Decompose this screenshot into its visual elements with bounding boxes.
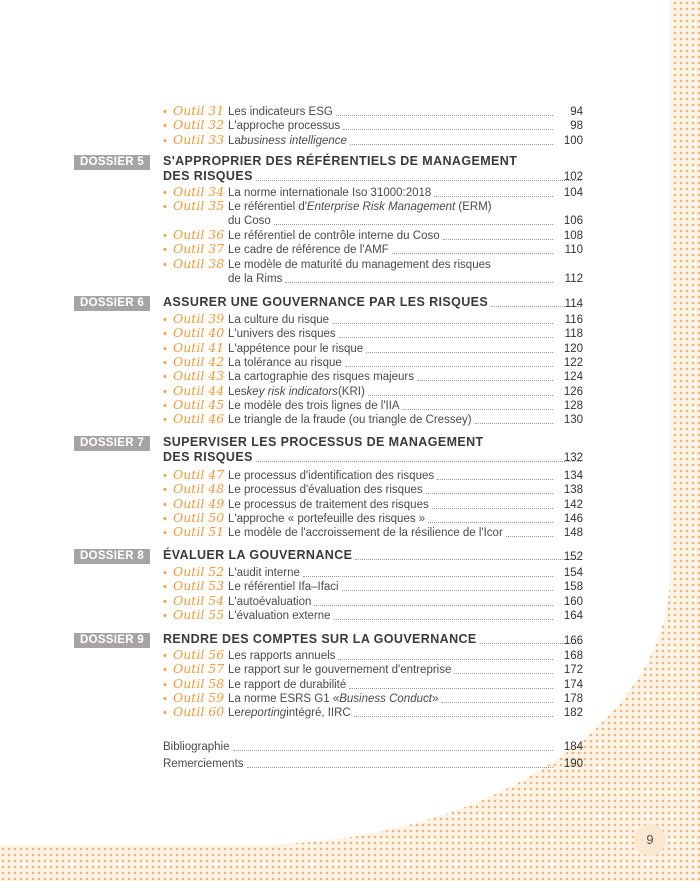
page-ref: 164 bbox=[563, 609, 583, 622]
dossier-title[interactable] bbox=[163, 632, 583, 647]
bullet-icon: • bbox=[163, 356, 167, 369]
page-ref: 166 bbox=[563, 635, 583, 647]
tool-number: Outil 42 bbox=[173, 353, 225, 369]
tool-title bbox=[228, 595, 555, 609]
bullet-icon: • bbox=[163, 201, 167, 214]
tool-title bbox=[228, 469, 555, 483]
tool-number: Outil 36 bbox=[173, 226, 225, 242]
page-ref: 94 bbox=[570, 106, 583, 118]
title-text: RENDRE DES COMPTES SUR LA GOUVERNANCE bbox=[163, 632, 477, 646]
tool-number: Outil 31 bbox=[173, 103, 225, 118]
title-line-1 bbox=[163, 435, 583, 450]
toc-tool-entry[interactable] bbox=[163, 495, 583, 512]
tool-number: Outil 32 bbox=[173, 117, 225, 133]
title-text: La bbox=[228, 134, 241, 147]
page-ref: 148 bbox=[563, 527, 583, 540]
toc-tool-entry[interactable] bbox=[163, 592, 583, 609]
page-ref: 190 bbox=[563, 758, 583, 770]
tool-number: Outil 43 bbox=[173, 368, 225, 384]
title-text: Bibliographie bbox=[163, 741, 230, 753]
title-text: L'approche « portefeuille des risques » bbox=[228, 512, 426, 525]
title-text: Les indicateurs ESG bbox=[228, 106, 333, 118]
dossier-badge: DOSSIER 5 bbox=[74, 155, 150, 170]
toc-tool-entry[interactable] bbox=[163, 186, 583, 200]
entry-title bbox=[163, 740, 555, 754]
page-ref: 182 bbox=[563, 707, 583, 720]
title-text: Le triangle de la fraude (ou triangle de Cressey) bbox=[228, 414, 472, 427]
leader-dots bbox=[454, 663, 553, 674]
title-text: ÉVALUER LA GOUVERNANCE bbox=[163, 548, 353, 562]
tool-number: Outil 53 bbox=[173, 578, 225, 594]
title-text: L'univers des risques bbox=[228, 328, 336, 341]
toc-tool-entry[interactable] bbox=[163, 131, 583, 148]
tool-number: Outil 55 bbox=[173, 606, 225, 622]
dossier-title[interactable] bbox=[163, 154, 583, 184]
title-text: La norme internationale Iso 31000:2018 bbox=[228, 187, 432, 199]
leader-dots bbox=[437, 469, 553, 480]
leader-dots bbox=[417, 370, 553, 381]
tool-number: Outil 57 bbox=[173, 661, 225, 677]
tool-title bbox=[228, 580, 555, 594]
page-ref: 128 bbox=[563, 399, 583, 412]
page-ref: 160 bbox=[563, 595, 583, 608]
title-text: L'audit interne bbox=[228, 567, 300, 579]
bullet-icon: • bbox=[163, 385, 167, 398]
title-line-2 bbox=[228, 214, 555, 228]
toc-tool-entry[interactable] bbox=[163, 606, 583, 623]
tool-number: Outil 51 bbox=[173, 524, 225, 540]
page-ref: 172 bbox=[563, 664, 583, 677]
page-ref: 146 bbox=[563, 512, 583, 525]
page-ref: 106 bbox=[563, 215, 583, 228]
title-line-1 bbox=[228, 258, 555, 272]
page-ref: 134 bbox=[563, 470, 583, 482]
leader-dots bbox=[233, 740, 554, 751]
toc-tool-entry[interactable] bbox=[163, 469, 583, 483]
toc-tool-entry[interactable] bbox=[163, 706, 583, 720]
title-text: Les bbox=[228, 385, 247, 398]
title-text: DES RISQUES bbox=[163, 169, 253, 183]
tool-number: Outil 34 bbox=[173, 184, 225, 199]
dossier-badge: DOSSIER 9 bbox=[74, 633, 150, 648]
leader-dots bbox=[332, 313, 553, 324]
toc-tool-entry[interactable] bbox=[163, 353, 583, 370]
tool-title bbox=[228, 385, 555, 399]
tool-title bbox=[228, 609, 555, 623]
title-text: Le processus d'évaluation des risques bbox=[228, 484, 423, 497]
tool-number: Outil 40 bbox=[173, 325, 225, 341]
toc-tool-entry[interactable] bbox=[163, 327, 583, 341]
page-number: 9 bbox=[634, 824, 666, 856]
toc-tool-entry[interactable] bbox=[163, 382, 583, 399]
bullet-icon: • bbox=[163, 120, 167, 133]
leader-dots bbox=[354, 706, 553, 717]
leader-dots bbox=[368, 385, 553, 396]
bullet-icon: • bbox=[163, 581, 167, 594]
leader-dots bbox=[314, 595, 553, 606]
tool-number: Outil 39 bbox=[173, 311, 225, 326]
leader-dots bbox=[334, 609, 553, 620]
leader-dots bbox=[350, 134, 553, 145]
tool-title bbox=[228, 186, 555, 200]
tool-number: Outil 56 bbox=[173, 647, 225, 662]
bullet-icon: • bbox=[163, 595, 167, 608]
tool-number: Outil 47 bbox=[173, 467, 225, 482]
tool-title bbox=[228, 105, 555, 119]
title-text: Le processus d'identification des risques bbox=[228, 470, 435, 482]
bullet-icon: • bbox=[163, 342, 167, 355]
page-ref: 104 bbox=[563, 187, 583, 199]
title-text: L'approche processus bbox=[228, 120, 341, 133]
title-text: (ERM) bbox=[455, 201, 492, 214]
bullet-icon: • bbox=[163, 414, 167, 427]
bullet-icon: • bbox=[163, 498, 167, 511]
title-line-1 bbox=[163, 295, 583, 310]
title-text: Le modèle de l'accroissement de la résilience de l'Icor bbox=[228, 527, 503, 540]
page-ref: 184 bbox=[563, 741, 583, 753]
toc-tool-entry[interactable] bbox=[163, 566, 583, 580]
title-line-1 bbox=[163, 548, 583, 563]
leader-dots bbox=[285, 272, 553, 283]
tool-number: Outil 37 bbox=[173, 241, 225, 257]
title-text: Le modèle des trois lignes de l'IIA bbox=[228, 399, 400, 412]
toc-tool-entry[interactable] bbox=[163, 663, 583, 677]
tool-title bbox=[228, 526, 555, 540]
bullet-icon: • bbox=[163, 314, 167, 326]
leader-dots bbox=[342, 580, 553, 591]
tool-number: Outil 58 bbox=[173, 675, 225, 691]
page-ref: 124 bbox=[563, 371, 583, 384]
leader-dots bbox=[345, 356, 553, 367]
dossier-badge: DOSSIER 7 bbox=[74, 436, 150, 451]
toc-tool-entry[interactable] bbox=[163, 200, 583, 228]
title-text: Le processus de traitement des risques bbox=[228, 498, 429, 511]
bullet-icon: • bbox=[163, 399, 167, 412]
leader-dots bbox=[247, 757, 553, 768]
leader-dots bbox=[428, 512, 553, 523]
tool-number: Outil 49 bbox=[173, 495, 225, 511]
leader-dots bbox=[475, 413, 553, 424]
dossier-title[interactable] bbox=[163, 435, 583, 465]
tool-title bbox=[228, 413, 555, 427]
bullet-icon: • bbox=[163, 527, 167, 540]
title-italic: Business Conduct bbox=[339, 692, 432, 705]
title-text: La norme ESRS G1 « bbox=[228, 692, 340, 705]
toc-tool-entry[interactable] bbox=[163, 396, 583, 413]
tool-title bbox=[228, 692, 555, 706]
tool-title bbox=[228, 370, 555, 384]
page-ref: 126 bbox=[563, 385, 583, 398]
tool-number: Outil 59 bbox=[173, 689, 225, 705]
tool-title bbox=[228, 663, 555, 677]
tool-number: Outil 46 bbox=[173, 411, 225, 427]
toc-tool-entry[interactable] bbox=[163, 675, 583, 692]
page-ref: 154 bbox=[563, 567, 583, 579]
title-text: ASSURER UNE GOUVERNANCE PAR LES RISQUES bbox=[163, 295, 489, 309]
bullet-icon: • bbox=[163, 258, 167, 271]
dossier-badge: DOSSIER 6 bbox=[74, 296, 150, 311]
toc-tool-entry[interactable] bbox=[163, 105, 583, 119]
toc-tool-entry[interactable] bbox=[163, 526, 583, 540]
bullet-icon: • bbox=[163, 678, 167, 691]
title-text: Remerciements bbox=[163, 758, 244, 770]
tool-title bbox=[228, 342, 555, 356]
title-line-1 bbox=[163, 154, 583, 169]
bullet-icon: • bbox=[163, 470, 167, 482]
tool-title bbox=[228, 706, 555, 720]
title-text: (KRI) bbox=[337, 385, 365, 398]
title-text: du Coso bbox=[228, 215, 271, 228]
tool-number: Outil 45 bbox=[173, 396, 225, 412]
toc-tool-entry[interactable] bbox=[163, 226, 583, 243]
title-text: » bbox=[431, 692, 439, 705]
bullet-icon: • bbox=[163, 106, 167, 118]
leader-dots bbox=[256, 450, 581, 462]
title-line-2 bbox=[228, 272, 555, 286]
bullet-icon: • bbox=[163, 650, 167, 662]
entry-title bbox=[163, 757, 555, 771]
title-text: La tolérance au risque bbox=[228, 356, 342, 369]
tool-number: Outil 38 bbox=[173, 255, 225, 271]
page-ref: 122 bbox=[563, 356, 583, 369]
tool-title bbox=[228, 229, 555, 243]
tool-number: Outil 44 bbox=[173, 382, 225, 398]
bullet-icon: • bbox=[163, 484, 167, 497]
toc-tool-entry[interactable] bbox=[163, 580, 583, 594]
page-ref: 110 bbox=[564, 244, 583, 257]
page-ref: 130 bbox=[563, 414, 583, 427]
page-ref: 138 bbox=[563, 484, 583, 497]
bullet-icon: • bbox=[163, 567, 167, 579]
title-text: L'évaluation externe bbox=[228, 609, 331, 622]
tool-number: Outil 35 bbox=[173, 198, 225, 214]
page-ref: 118 bbox=[564, 328, 583, 341]
bullet-icon: • bbox=[163, 609, 167, 622]
toc-tool-entry[interactable] bbox=[163, 255, 583, 286]
leader-dots bbox=[443, 229, 553, 240]
page-ref: 114 bbox=[564, 298, 583, 310]
tool-number: Outil 52 bbox=[173, 564, 225, 579]
page-ref: 158 bbox=[563, 581, 583, 594]
bullet-icon: • bbox=[163, 134, 167, 147]
leader-dots bbox=[392, 243, 553, 254]
title-text: Le référentiel d' bbox=[228, 201, 307, 214]
toc-tool-entry[interactable] bbox=[163, 370, 583, 384]
dossier-title[interactable] bbox=[163, 548, 583, 563]
title-line-2 bbox=[163, 450, 583, 465]
page-ref: 100 bbox=[563, 134, 583, 147]
tool-title bbox=[228, 313, 555, 327]
toc-back-entry[interactable] bbox=[163, 757, 583, 771]
bullet-icon: • bbox=[163, 328, 167, 341]
tool-title bbox=[228, 512, 555, 526]
title-text: Le référentiel Ifa–Ifaci bbox=[228, 581, 339, 594]
bullet-icon: • bbox=[163, 512, 167, 525]
tool-title bbox=[228, 649, 555, 663]
tool-title bbox=[228, 399, 555, 413]
toc-back-entry[interactable] bbox=[163, 740, 583, 754]
toc-tool-entry[interactable] bbox=[163, 483, 583, 497]
bullet-icon: • bbox=[163, 244, 167, 257]
leader-dots bbox=[338, 649, 553, 660]
page-ref: 108 bbox=[563, 229, 583, 242]
tool-number: Outil 60 bbox=[173, 704, 225, 720]
page-ref: 98 bbox=[570, 120, 583, 133]
toc-tool-entry[interactable] bbox=[163, 243, 583, 257]
leader-dots bbox=[403, 399, 553, 410]
toc-tool-entry[interactable] bbox=[163, 413, 583, 427]
title-text: SUPERVISER LES PROCESSUS DE MANAGEMENT bbox=[163, 435, 484, 449]
leader-dots bbox=[434, 186, 553, 197]
page-ref: 112 bbox=[564, 272, 583, 285]
page-ref: 168 bbox=[563, 650, 583, 662]
title-text: Le cadre de référence de l'AMF bbox=[228, 244, 389, 257]
bullet-icon: • bbox=[163, 371, 167, 384]
leader-dots bbox=[355, 548, 581, 560]
title-text: S'APPROPRIER DES RÉFÉRENTIELS DE MANAGEMENT bbox=[163, 154, 518, 168]
tool-title bbox=[228, 258, 555, 286]
title-italic: key risk indicators bbox=[246, 385, 338, 398]
tool-title bbox=[228, 134, 555, 148]
leader-dots bbox=[336, 105, 553, 116]
toc-tool-entry[interactable] bbox=[163, 649, 583, 663]
title-italic: reporting bbox=[240, 707, 287, 720]
bullet-icon: • bbox=[163, 692, 167, 705]
bullet-icon: • bbox=[163, 187, 167, 199]
leader-dots bbox=[303, 566, 553, 577]
title-text: L'autoévaluation bbox=[228, 595, 312, 608]
tool-title bbox=[228, 566, 555, 580]
dossier-badge: DOSSIER 8 bbox=[74, 549, 150, 564]
title-text: La culture du risque bbox=[228, 314, 330, 326]
toc-tool-entry[interactable] bbox=[163, 509, 583, 526]
tool-title bbox=[228, 483, 555, 497]
toc-tool-entry[interactable] bbox=[163, 689, 583, 706]
tool-number: Outil 33 bbox=[173, 131, 225, 147]
leader-dots bbox=[339, 327, 553, 338]
tool-title bbox=[228, 678, 555, 692]
leader-dots bbox=[366, 342, 553, 353]
page-ref: 116 bbox=[564, 314, 583, 326]
bullet-icon: • bbox=[163, 707, 167, 720]
tool-title bbox=[228, 356, 555, 370]
tool-number: Outil 48 bbox=[173, 481, 225, 497]
tool-title bbox=[228, 498, 555, 512]
page-ref: 132 bbox=[563, 452, 583, 464]
toc-tool-entry[interactable] bbox=[163, 313, 583, 327]
page-ref: 120 bbox=[563, 342, 583, 355]
leader-dots bbox=[506, 526, 553, 537]
leader-dots bbox=[432, 498, 553, 509]
title-line-2 bbox=[163, 169, 583, 184]
tool-title bbox=[228, 327, 555, 341]
leader-dots bbox=[274, 214, 553, 225]
title-text: de la Rims bbox=[228, 272, 283, 285]
page-ref: 142 bbox=[563, 498, 583, 511]
leader-dots bbox=[349, 678, 553, 689]
bullet-icon: • bbox=[163, 664, 167, 677]
tool-title bbox=[228, 200, 555, 228]
toc-tool-entry[interactable] bbox=[163, 339, 583, 356]
bullet-icon: • bbox=[163, 229, 167, 242]
title-line-1 bbox=[163, 632, 583, 647]
title-line-1 bbox=[228, 200, 555, 214]
page-ref: 152 bbox=[563, 551, 583, 563]
title-text: Le référentiel de contrôle interne du Coso bbox=[228, 229, 440, 242]
tool-number: Outil 54 bbox=[173, 592, 225, 608]
title-italic: business intelligence bbox=[240, 134, 347, 147]
title-text: Les rapports annuels bbox=[228, 650, 336, 662]
leader-dots bbox=[343, 119, 553, 130]
leader-dots bbox=[441, 692, 553, 703]
tool-number: Outil 50 bbox=[173, 509, 225, 525]
tool-title bbox=[228, 243, 555, 257]
title-text: Le modèle de maturité du management des risques bbox=[228, 258, 491, 271]
leader-dots bbox=[256, 169, 581, 181]
title-text: intégré, IIRC bbox=[286, 707, 351, 720]
title-text: La cartographie des risques majeurs bbox=[228, 371, 415, 384]
dossier-title[interactable] bbox=[163, 295, 583, 310]
title-text: Le rapport sur le gouvernement d'entreprise bbox=[228, 664, 452, 677]
tool-number: Outil 41 bbox=[173, 339, 225, 355]
leader-dots bbox=[426, 483, 553, 494]
title-text: Le bbox=[228, 707, 241, 720]
title-text: Le rapport de durabilité bbox=[228, 678, 347, 691]
toc-tool-entry[interactable] bbox=[163, 119, 583, 133]
page-ref: 174 bbox=[563, 678, 583, 691]
title-text: DES RISQUES bbox=[163, 450, 253, 464]
tool-title bbox=[228, 119, 555, 133]
title-text: L'appétence pour le risque bbox=[228, 342, 364, 355]
page-ref: 178 bbox=[563, 692, 583, 705]
page-ref: 102 bbox=[563, 171, 583, 183]
title-italic: Enterprise Risk Management bbox=[306, 201, 456, 214]
